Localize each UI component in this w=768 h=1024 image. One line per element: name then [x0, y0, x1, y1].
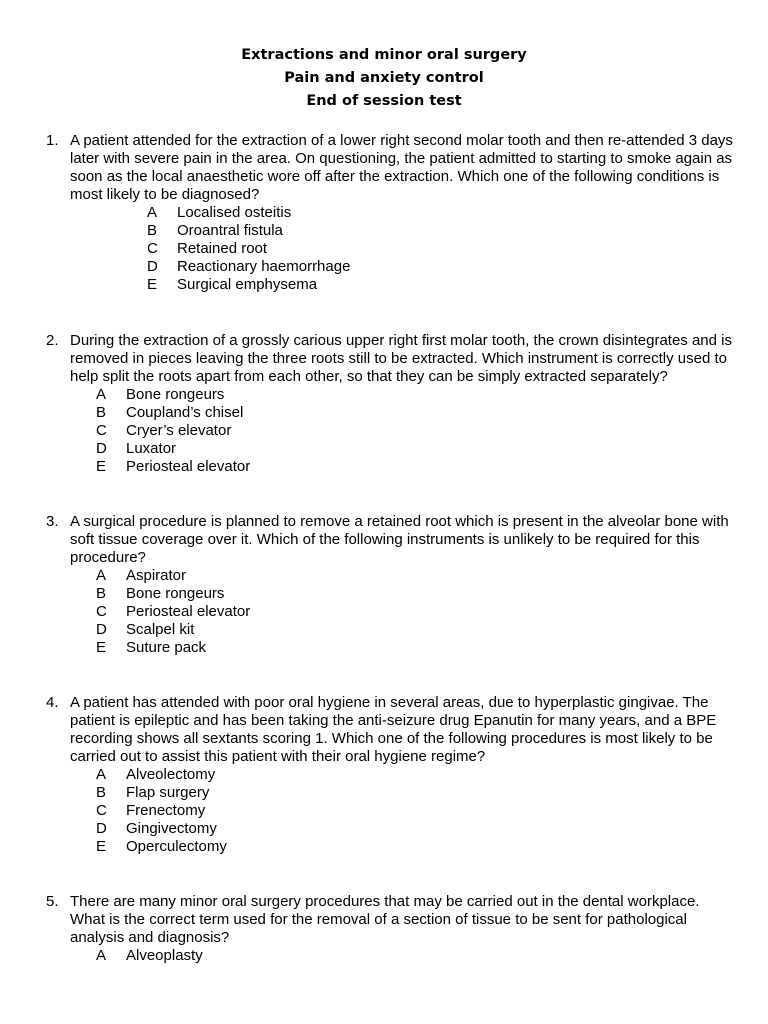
question-number: 2.: [46, 332, 59, 349]
document-header: [0, 44, 768, 113]
option-text: Gingivectomy: [126, 820, 217, 837]
question-text: A surgical procedure is planned to remove a retained root which is present in the alveolar bone with soft tissue coverage over it. Which of the following instruments is unlikely to be required for this procedure?: [70, 513, 729, 566]
option-text: Scalpel kit: [126, 621, 195, 638]
option-letter: A: [96, 567, 107, 584]
option-text: Localised osteitis: [177, 204, 292, 221]
option-letter: D: [96, 820, 107, 837]
question-number: 3.: [46, 513, 59, 530]
option-letter: E: [96, 458, 107, 475]
answer-option: [96, 422, 736, 440]
header-test-label: End of session test: [306, 93, 462, 109]
option-text: Reactionary haemorrhage: [177, 258, 351, 275]
option-letter: C: [96, 802, 107, 819]
option-letter: E: [96, 838, 107, 855]
answer-option: [96, 440, 736, 458]
option-letter: B: [147, 222, 158, 239]
option-text: Bone rongeurs: [126, 585, 225, 602]
answer-options: [96, 766, 736, 856]
question-5: [46, 893, 736, 965]
option-text: Periosteal elevator: [126, 603, 251, 620]
option-letter: A: [147, 204, 158, 221]
option-letter: E: [96, 639, 107, 656]
option-text: Periosteal elevator: [126, 458, 251, 475]
answer-options: [96, 947, 736, 965]
option-text: Frenectomy: [126, 802, 206, 819]
option-letter: A: [96, 386, 107, 403]
option-letter: B: [96, 404, 107, 421]
option-letter: C: [147, 240, 158, 257]
question-text: During the extraction of a grossly carious upper right first molar tooth, the crown disintegrates and is removed in pieces leaving the three roots still to be extracted. Which instrument is correctly used to help split the roots apart from each other, so that they can be simply extracted separately?: [70, 332, 732, 385]
option-letter: B: [96, 784, 107, 801]
option-text: Flap surgery: [126, 784, 210, 801]
option-letter: A: [96, 947, 107, 964]
question-3: [46, 513, 736, 657]
answer-option: [147, 204, 736, 222]
option-letter: D: [96, 440, 107, 457]
option-text: Surgical emphysema: [177, 276, 318, 293]
question-1: [46, 132, 736, 294]
answer-option: [96, 838, 736, 856]
question-text: A patient attended for the extraction of a lower right second molar tooth and then re-attended 3 days later with severe pain in the area. On questioning, the patient admitted to starting to smoke again as soon as the local anaesthetic wore off after the extraction. Which one of the following conditions is most likely to be diagnosed?: [70, 132, 733, 203]
answer-option: [96, 621, 736, 639]
answer-option: [96, 784, 736, 802]
option-letter: C: [96, 422, 107, 439]
question-text: There are many minor oral surgery procedures that may be carried out in the dental workplace. What is the correct term used for the removal of a section of tissue to be sent for pathological analysis and diagnosis?: [70, 893, 700, 946]
question-number: 1.: [46, 132, 59, 149]
question-number: 5.: [46, 893, 59, 910]
option-letter: D: [147, 258, 158, 275]
question-number: 4.: [46, 694, 59, 711]
answer-option: [147, 222, 736, 240]
answer-option: [147, 276, 736, 294]
answer-option: [96, 567, 736, 585]
option-letter: D: [96, 621, 107, 638]
answer-option: [96, 458, 736, 476]
answer-option: [96, 802, 736, 820]
answer-option: [147, 258, 736, 276]
option-letter: C: [96, 603, 107, 620]
answer-option: [147, 240, 736, 258]
answer-options: [147, 204, 736, 294]
answer-option: [96, 947, 736, 965]
answer-option: [96, 603, 736, 621]
option-letter: B: [96, 585, 107, 602]
answer-option: [96, 820, 736, 838]
option-text: Oroantral fistula: [177, 222, 283, 239]
option-letter: A: [96, 766, 107, 783]
header-title: Extractions and minor oral surgery: [241, 47, 527, 63]
option-letter: E: [147, 276, 158, 293]
option-text: Aspirator: [126, 567, 187, 584]
option-text: Retained root: [177, 240, 268, 257]
answer-options: [96, 567, 736, 657]
option-text: Suture pack: [126, 639, 207, 656]
answer-option: [96, 386, 736, 404]
option-text: Luxator: [126, 440, 177, 457]
option-text: Coupland’s chisel: [126, 404, 244, 421]
answer-option: [96, 766, 736, 784]
answer-option: [96, 585, 736, 603]
option-text: Cryer’s elevator: [126, 422, 232, 439]
option-text: Alveolectomy: [126, 766, 216, 783]
header-subtitle: Pain and anxiety control: [284, 70, 484, 86]
question-2: [46, 332, 736, 476]
answer-options: [96, 386, 736, 476]
option-text: Bone rongeurs: [126, 386, 225, 403]
question-text: A patient has attended with poor oral hygiene in several areas, due to hyperplastic gingivae. The patient is epileptic and has been taking the anti-seizure drug Epanutin for many years, and a BPE recording shows all sextants scoring 1. Which one of the following procedures is most likely to be carried out to assist this patient with their oral hygiene regime?: [70, 694, 717, 765]
answer-option: [96, 404, 736, 422]
option-text: Operculectomy: [126, 838, 227, 855]
question-4: [46, 694, 736, 856]
answer-option: [96, 639, 736, 657]
option-text: Alveoplasty: [126, 947, 203, 964]
